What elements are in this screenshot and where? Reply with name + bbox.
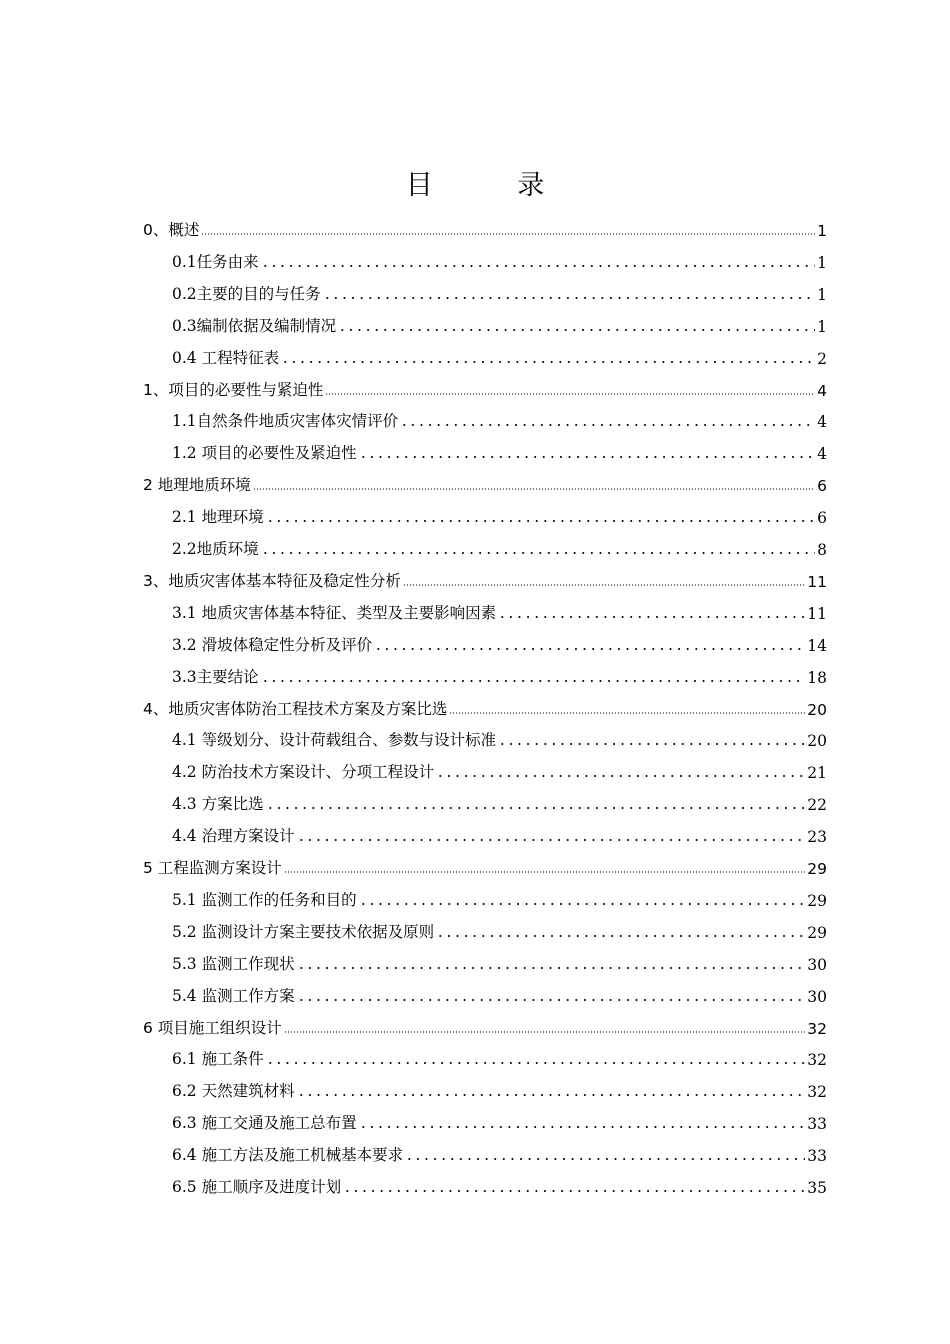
- toc-dot-leader: [403, 583, 805, 587]
- toc-dot-leader: [253, 487, 815, 491]
- toc-entry-label: 3、地质灾害体基本特征及稳定性分析: [143, 571, 401, 590]
- toc-entry-label: 3.3主要结论: [172, 667, 259, 686]
- toc-section-entry[interactable]: [172, 623, 827, 655]
- toc-entry-label: 5.4 监测工作方案: [172, 986, 295, 1005]
- toc-page-number: 1: [817, 285, 827, 304]
- toc-dot-leader: [449, 711, 805, 715]
- toc-entry-label: 0、概述: [143, 221, 200, 239]
- toc-page-number: 29: [807, 891, 827, 910]
- toc-entry-label: 3.1 地质灾害体基本特征、类型及主要影响因素: [172, 603, 497, 622]
- toc-entry-label: 4.4 治理方案设计: [172, 827, 295, 846]
- toc-section-entry[interactable]: [172, 1133, 827, 1165]
- toc-chapter-entry[interactable]: [143, 368, 827, 400]
- toc-dot-leader: [297, 1093, 806, 1097]
- toc-dot-leader: [359, 902, 806, 906]
- toc-page-number: 14: [807, 636, 827, 655]
- toc-entry-label: 2.1 地理环境: [172, 508, 264, 527]
- toc-page-number: 32: [807, 1083, 827, 1102]
- toc-chapter-entry[interactable]: [143, 559, 827, 591]
- toc-chapter-entry[interactable]: [143, 463, 827, 495]
- toc-entry-label: 6.5 施工顺序及进度计划: [172, 1178, 342, 1196]
- toc-dot-leader: [338, 328, 815, 332]
- toc-entry-label: 6.3 施工交通及施工总布置: [172, 1114, 357, 1133]
- toc-section-entry[interactable]: [172, 399, 827, 431]
- toc-entry-label: 6.4 施工方法及施工机械基本要求: [172, 1146, 404, 1165]
- toc-page-number: 29: [807, 923, 827, 942]
- toc-page-number: 8: [817, 541, 827, 559]
- toc-entry-label: 0.4 工程特征表: [172, 348, 280, 367]
- toc-page-number: 29: [807, 860, 827, 878]
- toc-entry-label: 1.1自然条件地质灾害体灾情评价: [172, 412, 399, 431]
- toc-dot-leader: [498, 742, 805, 746]
- toc-page-number: 32: [807, 1051, 827, 1070]
- toc-dot-leader: [266, 1061, 806, 1065]
- toc-dot-leader: [400, 423, 815, 427]
- toc-section-entry[interactable]: [172, 527, 827, 559]
- toc-section-entry[interactable]: [172, 304, 827, 336]
- toc-section-entry[interactable]: [172, 1069, 827, 1101]
- toc-entry-label: 6.1 施工条件: [172, 1050, 264, 1069]
- toc-section-entry[interactable]: [172, 1165, 827, 1197]
- toc-entry-label: 5.2 监测设计方案主要技术依据及原则: [172, 922, 435, 941]
- toc-section-entry[interactable]: [172, 591, 827, 623]
- toc-entry-label: 1、项目的必要性与紧迫性: [143, 380, 324, 399]
- toc-dot-leader: [261, 264, 815, 268]
- toc-page-number: 4: [817, 381, 827, 400]
- toc-page-number: 35: [807, 1179, 827, 1197]
- toc-page-number: 1: [817, 222, 827, 240]
- toc-chapter-entry[interactable]: [143, 208, 827, 240]
- toc-chapter-entry[interactable]: [143, 846, 827, 878]
- toc-section-entry[interactable]: [172, 1037, 827, 1069]
- toc-section-entry[interactable]: [172, 878, 827, 910]
- toc-entry-label: 4、地质灾害体防治工程技术方案及方案比选: [143, 699, 448, 718]
- toc-dot-leader: [266, 519, 816, 523]
- toc-page-number: 23: [807, 828, 827, 847]
- toc-section-entry[interactable]: [172, 655, 827, 687]
- toc-dot-leader: [261, 679, 806, 683]
- toc-entry-label: 0.1任务由来: [172, 252, 259, 271]
- toc-section-entry[interactable]: [172, 272, 827, 304]
- toc-entry-label: 3.2 滑坡体稳定性分析及评价: [172, 635, 373, 654]
- toc-section-entry[interactable]: [172, 336, 827, 368]
- toc-page-number: 20: [807, 732, 827, 751]
- toc-dot-leader: [359, 455, 816, 459]
- toc-chapter-entry[interactable]: [143, 687, 827, 719]
- toc-dot-leader: [261, 551, 815, 555]
- toc-dot-leader: [297, 998, 806, 1002]
- toc-page-number: 33: [807, 1147, 827, 1166]
- toc-page-number: 6: [817, 477, 827, 496]
- toc-section-entry[interactable]: [172, 942, 827, 974]
- toc-page-number: 21: [807, 764, 827, 783]
- toc-page-number: 33: [807, 1115, 827, 1134]
- toc-entry-label: 2.2地质环境: [172, 540, 259, 558]
- toc-page-number: 11: [807, 604, 827, 623]
- toc-dot-leader: [374, 647, 805, 651]
- toc-entry-label: 5 工程监测方案设计: [143, 859, 282, 877]
- toc-dot-leader: [343, 1189, 805, 1193]
- toc-section-entry[interactable]: [172, 974, 827, 1006]
- toc-entry-label: 4.2 防治技术方案设计、分项工程设计: [172, 763, 435, 782]
- toc-dot-leader: [297, 838, 806, 842]
- toc-page-number: 30: [807, 987, 827, 1006]
- toc-entry-label: 5.3 监测工作现状: [172, 954, 295, 973]
- toc-page-number: 32: [807, 1019, 827, 1038]
- toc-dot-leader: [405, 1157, 805, 1161]
- toc-section-entry[interactable]: [172, 431, 827, 463]
- toc-dot-leader: [201, 232, 815, 236]
- toc-page-number: 30: [807, 955, 827, 974]
- toc-section-entry[interactable]: [172, 495, 827, 527]
- toc-chapter-entry[interactable]: [143, 1006, 827, 1038]
- toc-page-number: 2: [817, 349, 827, 368]
- toc-entry-label: 5.1 监测工作的任务和目的: [172, 890, 357, 909]
- toc-dot-leader: [284, 870, 805, 874]
- toc-dot-leader: [359, 1125, 806, 1129]
- toc-dot-leader: [297, 966, 806, 970]
- toc-dot-leader: [281, 360, 815, 364]
- toc-dot-leader: [436, 774, 805, 778]
- toc-page-number: 20: [807, 700, 827, 719]
- toc-entry-label: 6 项目施工组织设计: [143, 1018, 282, 1037]
- toc-dot-leader: [323, 296, 815, 300]
- toc-entry-label: 2 地理地质环境: [143, 476, 251, 495]
- toc-dot-leader: [498, 615, 805, 619]
- toc-section-entry[interactable]: [172, 782, 827, 814]
- toc-page-number: 4: [817, 445, 827, 464]
- toc-entry-label: 4.3 方案比选: [172, 795, 264, 814]
- toc-entry-label: 0.3编制依据及编制情况: [172, 316, 337, 335]
- toc-page-number: 6: [817, 509, 827, 528]
- toc-section-entry[interactable]: [172, 814, 827, 846]
- toc-section-entry[interactable]: [172, 718, 827, 750]
- toc-page-number: 11: [807, 572, 827, 591]
- toc-title: 目 录: [405, 170, 583, 201]
- toc-entry-label: 0.2主要的目的与任务: [172, 284, 321, 303]
- toc-dot-leader: [266, 806, 806, 810]
- toc-page-number: 22: [807, 796, 827, 815]
- toc-dot-leader: [325, 392, 815, 396]
- toc-dot-leader: [436, 934, 805, 938]
- toc-section-entry[interactable]: [172, 1101, 827, 1133]
- toc-page-number: 1: [817, 317, 827, 336]
- toc-entry-label: 4.1 等级划分、设计荷载组合、参数与设计标准: [172, 731, 497, 750]
- toc-dot-leader: [284, 1030, 805, 1034]
- toc-page-number: 1: [817, 253, 827, 272]
- toc-entry-label: 6.2 天然建筑材料: [172, 1082, 295, 1101]
- toc-page-number: 4: [817, 413, 827, 432]
- toc-entry-label: 1.2 项目的必要性及紧迫性: [172, 444, 357, 463]
- toc-section-entry[interactable]: [172, 910, 827, 942]
- toc-page-number: 18: [807, 668, 827, 687]
- toc-section-entry[interactable]: [172, 750, 827, 782]
- toc-section-entry[interactable]: [172, 240, 827, 272]
